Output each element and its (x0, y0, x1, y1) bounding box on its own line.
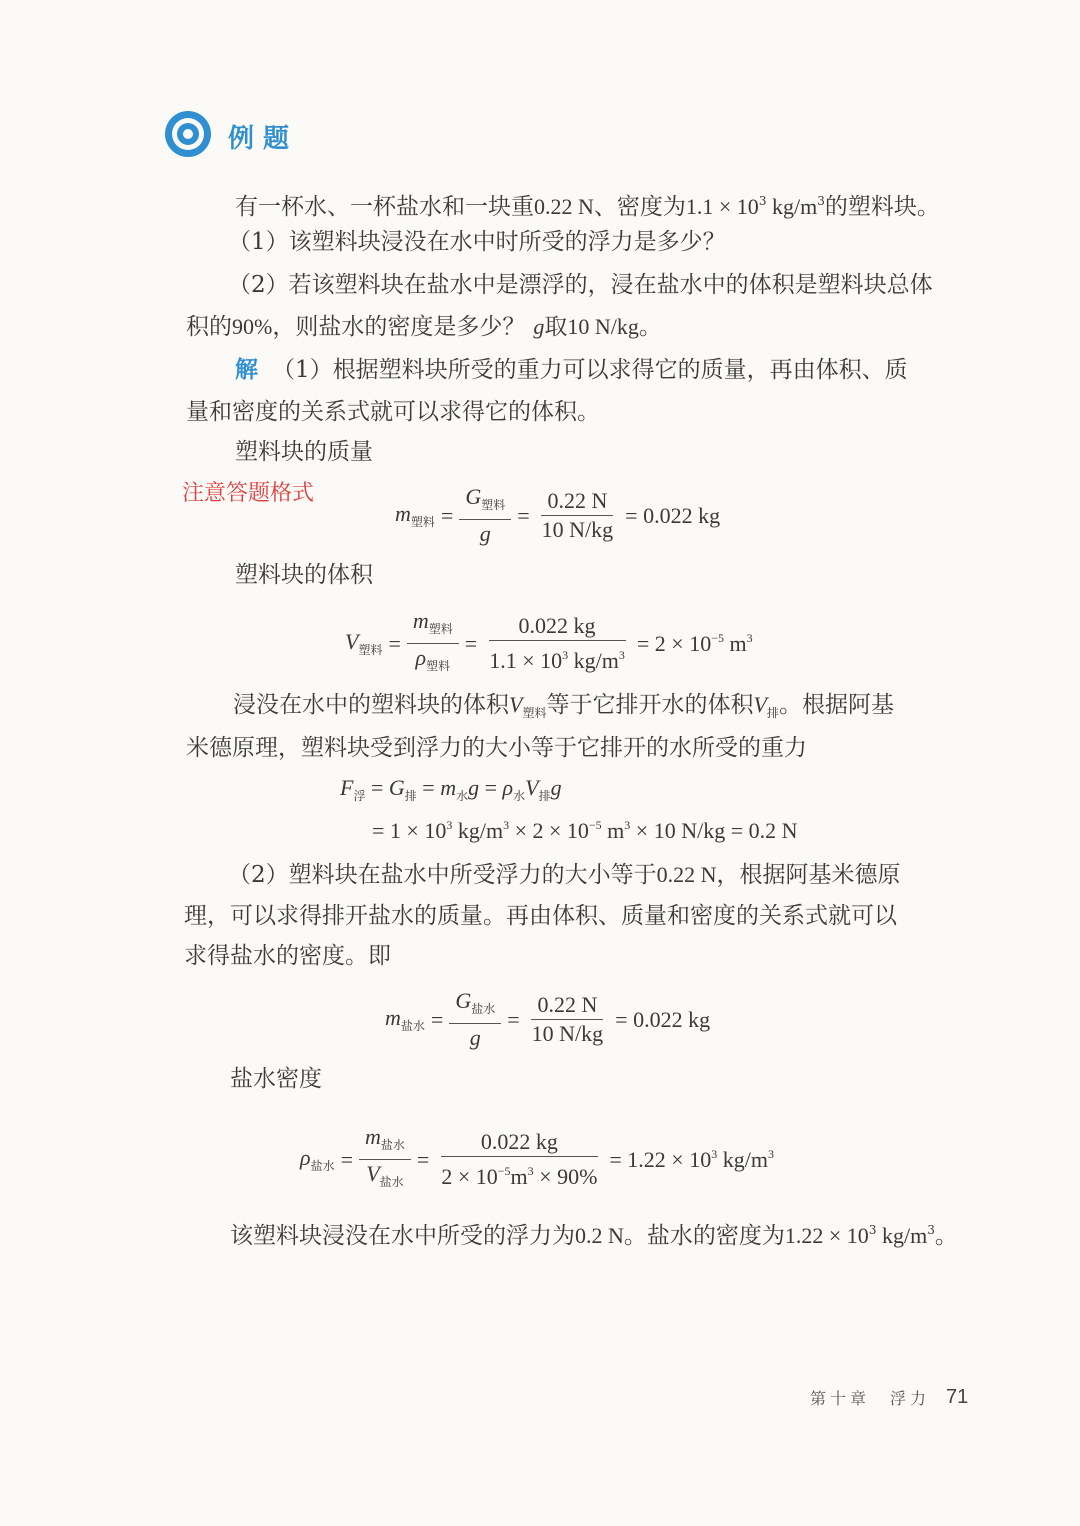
m-symbol: m (395, 501, 411, 526)
fraction (526, 991, 610, 1048)
text: （2）塑料块在盐水中所受浮力的大小等于 (228, 862, 657, 888)
result: m (723, 630, 747, 656)
question-2-line-2 (186, 312, 662, 342)
problem-intro (235, 186, 940, 222)
solution-line-2: 量和密度的关系式就可以求得它的体积。 (186, 399, 600, 425)
subscript: 水 (456, 789, 469, 803)
V-symbol: V (525, 775, 539, 800)
subscript: 浮 (353, 789, 366, 803)
exponent: −5 (711, 630, 724, 645)
weight-value: 0.22 N (534, 194, 594, 219)
g-symbol: g (469, 1025, 481, 1050)
subscript: 盐水 (400, 1019, 425, 1033)
eq-part: = 1 × 10 (372, 818, 447, 843)
target-icon (164, 110, 212, 162)
m-symbol: m (385, 1005, 401, 1030)
den-part: 2 × 10 (441, 1164, 498, 1189)
subscript: 盐水 (380, 1138, 405, 1152)
text: 。盐水的密度为 (623, 1223, 785, 1249)
G-symbol: G (465, 484, 482, 509)
question-2-line-1: （2）若该塑料块在盐水中是漂浮的，浸在盐水中的体积是塑料块总体 (228, 272, 933, 298)
exponent: 3 (868, 1223, 877, 1237)
m-symbol: m (440, 775, 457, 800)
subscript: 盐水 (471, 1002, 496, 1016)
denominator: 10 N/kg (531, 1021, 604, 1046)
V-symbol: V (753, 692, 767, 717)
subscript: 排 (404, 789, 417, 803)
exponent: 3 (624, 818, 631, 832)
subscript: 塑料 (426, 659, 451, 673)
text: （1）根据塑料块所受的重力可以求得它的质量，再由体积、质 (272, 357, 908, 383)
V-symbol: V (509, 692, 523, 717)
result: = 0.022 kg (615, 1006, 711, 1032)
subscript: 塑料 (358, 643, 383, 657)
subscript: 塑料 (428, 622, 453, 636)
force-value: 0.2 N (575, 1223, 624, 1248)
text: 该塑料块浸没在水中所受的浮力为 (230, 1223, 575, 1249)
unit: kg/m (876, 1223, 928, 1248)
numerator: 0.22 N (531, 991, 603, 1020)
page-footer (810, 1386, 968, 1409)
unit: kg/m (766, 194, 818, 219)
exponent: 3 (446, 818, 453, 832)
equation-mass-plastic: $m_{塑料}$ = $\frac{G_{塑料}}{g}$ = $\frac{0.22 N}{10 N/kg}$ = 0.022 kg (395, 484, 721, 546)
numerator: 0.22 N (541, 487, 613, 516)
den-part: m (510, 1164, 528, 1189)
page-number: 71 (946, 1386, 969, 1408)
subscript: 塑料 (410, 515, 435, 529)
force-value: 0.22 N (656, 862, 717, 887)
paragraph-archimedes-line-1 (233, 690, 894, 728)
mass-heading: 塑料块的质量 (235, 439, 373, 465)
question-1: （1）该塑料块浸没在水中时所受的浮力是多少？ (228, 229, 726, 255)
percent-value: 90% (232, 314, 273, 339)
den-part: × 90% (533, 1164, 598, 1189)
subscript: 盐水 (310, 1159, 335, 1173)
m-symbol: m (412, 608, 429, 633)
exponent: 3 (711, 1146, 718, 1161)
rho-symbol: ρ (502, 775, 514, 800)
rho-symbol: ρ (300, 1145, 311, 1170)
g-symbol: g (533, 314, 545, 339)
solution-2-line-2: 理，可以求得排开盐水的质量。再由体积、质量和密度的关系式就可以 (184, 903, 897, 929)
text: ，则盐水的密度是多少？ (272, 314, 526, 340)
numerator: 0.022 kg (441, 1128, 598, 1157)
subscript: 塑料 (481, 498, 506, 512)
density-heading: 盐水密度 (230, 1066, 322, 1092)
note-label: 注意答题格式 (182, 481, 315, 506)
subscript: 排 (538, 789, 551, 803)
text: 等于它排开水的体积 (546, 692, 754, 718)
eq-part: × 2 × 10 (509, 818, 589, 843)
result: = 0.022 kg (625, 502, 721, 528)
equation-buoyancy-line-1: $F_浮 = G_排 = m_水g = \rho_水V_排g$ (340, 775, 562, 803)
exponent: 3 (503, 818, 510, 832)
g-value: 10 N/kg (567, 314, 639, 339)
fraction (407, 607, 459, 680)
text: 有一杯水、一杯盐水和一块重 (235, 194, 534, 220)
den-part: 1.1 × 10 (489, 648, 563, 673)
text: 。根据阿基 (778, 692, 894, 718)
exponent: −5 (497, 1164, 511, 1178)
exponent: 3 (562, 648, 569, 662)
solution-line-1 (235, 355, 908, 385)
equation-mass-saltwater: $m_{盐水}$ = $\frac{G_{盐水}}{g}$ = $\frac{0.22 N}{10 N/kg}$ = 0.022 kg (385, 988, 711, 1050)
G-symbol: G (388, 775, 405, 800)
eq-part: kg/m (452, 818, 504, 843)
text: 浸没在水中的塑料块的体积 (233, 692, 509, 718)
subscript: 塑料 (522, 706, 547, 720)
text: 、密度为 (593, 194, 686, 220)
eq-part: × 10 N/kg = 0.2 N (630, 818, 798, 843)
text: 。 (638, 314, 662, 340)
V-symbol: V (366, 1161, 380, 1186)
solution-2-line-3: 求得盐水的密度。即 (184, 943, 391, 969)
subscript: 盐水 (379, 1175, 404, 1189)
exponent: 3 (767, 1146, 774, 1161)
subscript: 排 (766, 706, 779, 720)
numerator: 0.022 kg (489, 612, 626, 641)
volume-heading: 塑料块的体积 (235, 562, 373, 588)
result: = 1.22 × 10 (609, 1146, 712, 1172)
text: 。 (934, 1223, 958, 1249)
G-symbol: G (455, 988, 472, 1013)
conclusion (230, 1215, 958, 1251)
solution-2-line-1 (228, 860, 901, 890)
rho-symbol: ρ (415, 645, 427, 670)
exponent: 3 (527, 1164, 534, 1178)
solution-label: 解 (235, 357, 258, 383)
density-value: 1.22 × 10 (784, 1223, 869, 1248)
V-symbol: V (345, 629, 359, 654)
fraction (435, 1128, 603, 1191)
section-title: 例 题 (228, 123, 290, 154)
chapter-label: 第十章 浮力 (810, 1389, 931, 1408)
eq-part: m (601, 818, 625, 843)
fraction (536, 487, 620, 544)
text: ，根据阿基米德原 (716, 862, 901, 888)
g-symbol: g (550, 775, 562, 800)
denominator: 10 N/kg (541, 517, 614, 542)
result: kg/m (717, 1146, 768, 1172)
exponent: 3 (817, 194, 825, 208)
result: = 2 × 10 (636, 630, 712, 656)
text: 的塑料块。 (824, 194, 940, 220)
density-value: 1.1 × 10 (685, 194, 759, 219)
exponent: 3 (618, 648, 625, 662)
fraction (483, 612, 631, 675)
paragraph-archimedes-line-2: 米德原理，塑料块受到浮力的大小等于它排开的水所受的重力 (186, 735, 807, 761)
fraction (459, 483, 511, 548)
exponent: 3 (758, 194, 767, 208)
exponent: 3 (746, 630, 753, 645)
example-header (164, 110, 289, 162)
g-symbol: g (468, 775, 480, 800)
text: 取 (544, 314, 568, 340)
fraction (449, 987, 501, 1052)
exponent: −5 (588, 818, 602, 832)
subscript: 水 (513, 789, 526, 803)
den-part: kg/m (568, 648, 619, 673)
exponent: 3 (927, 1223, 935, 1237)
text: 积的 (186, 314, 232, 340)
fraction (359, 1123, 411, 1196)
m-symbol: m (365, 1124, 381, 1149)
F-symbol: F (340, 775, 354, 800)
equation-density-saltwater: $\rho_{盐水}$ = $\frac{m_{盐水}}{V_{盐水}}$ = $\frac{0.022 kg}{2 \times 10^{-5}m^3 \times 90\%}$ = $1.22 \times 10^3$ $kg/m^3$ (300, 1123, 774, 1196)
g-symbol: g (479, 521, 491, 546)
equation-buoyancy-line-2 (372, 818, 798, 844)
equation-volume-plastic: $V_{塑料}$ = $\frac{m_{塑料}}{\rho_{塑料}}$ = $\frac{0.022 kg}{1.1 \times 10^3 kg/m^3}$ = $2 \times 10^{-5}$ $m^3$ (345, 607, 753, 680)
